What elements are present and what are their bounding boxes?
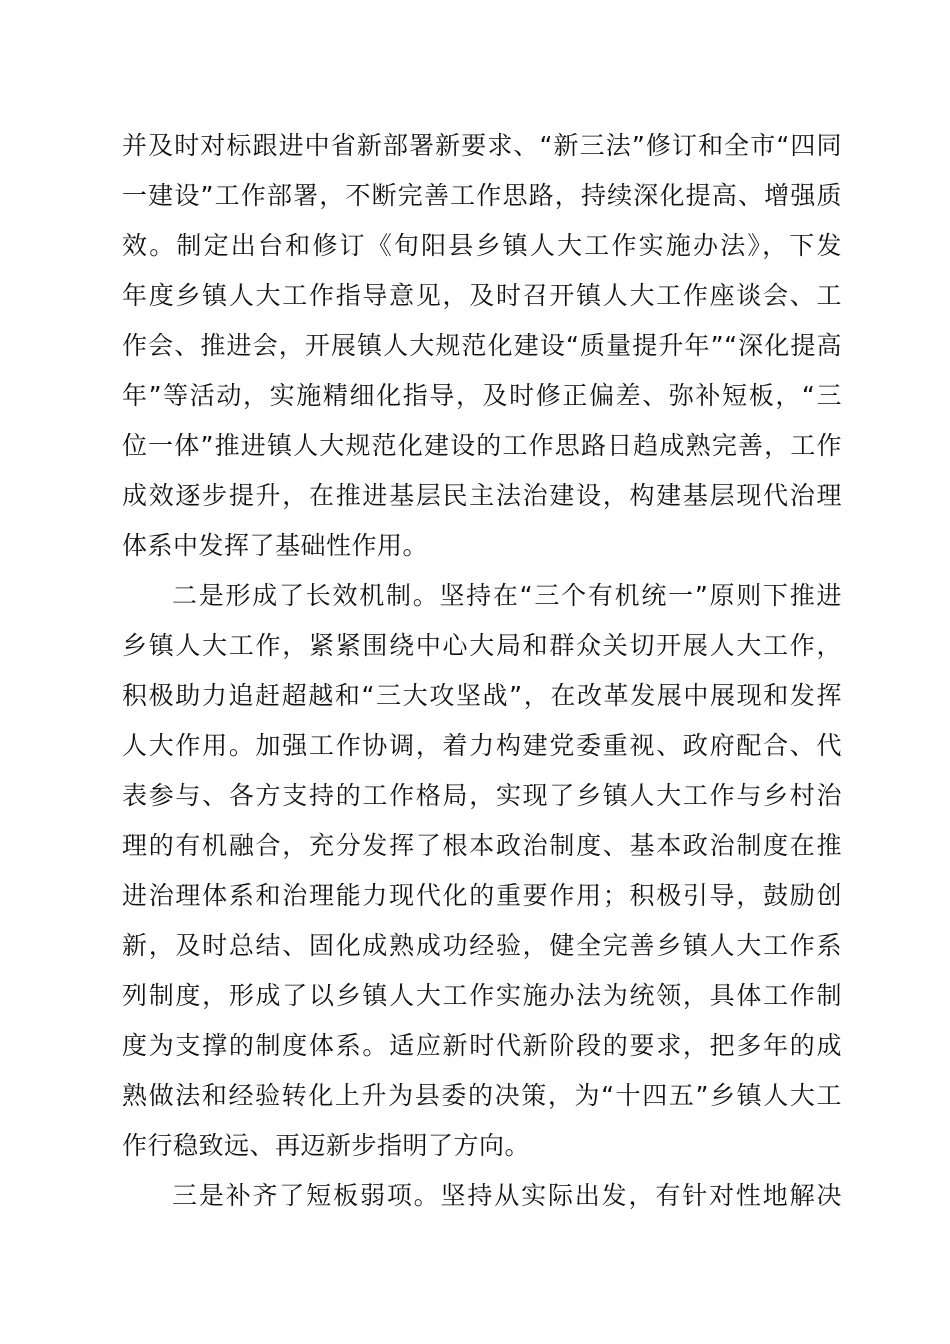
text-line: 表参与、各方支持的工作格局，实现了乡镇人大工作与乡村治	[122, 781, 842, 810]
document-body	[122, 121, 842, 1221]
text-line: 理的有机融合，充分发挥了根本政治制度、基本政治制度在推	[122, 831, 842, 860]
text-line: 列制度，形成了以乡镇人大工作实施办法为统领，具体工作制	[122, 981, 842, 1010]
text-line: 并及时对标跟进中省新部署新要求、“新三法”修订和全市“四同	[122, 131, 842, 160]
text-line: 效。制定出台和修订《旬阳县乡镇人大工作实施办法》，下发	[122, 231, 842, 260]
paragraph-shortcomings	[122, 1171, 842, 1221]
text-line: 积极助力追赶超越和“三大攻坚战”，在改革发展中展现和发挥	[122, 681, 842, 710]
text-line: 二是形成了长效机制。坚持在“三个有机统一”原则下推进	[172, 581, 842, 610]
text-line: 作会、推进会，开展镇人大规范化建设“质量提升年”“深化提高	[122, 331, 842, 360]
text-line: 进治理体系和治理能力现代化的重要作用；积极引导，鼓励创	[122, 881, 842, 910]
text-line: 熟做法和经验转化上升为县委的决策，为“十四五”乡镇人大工	[122, 1081, 842, 1110]
paragraph-continuation	[122, 121, 842, 571]
text-line: 一建设”工作部署，不断完善工作思路，持续深化提高、增强质	[122, 181, 842, 210]
text-line: 新，及时总结、固化成熟成功经验，健全完善乡镇人大工作系	[122, 931, 842, 960]
text-line: 成效逐步提升，在推进基层民主法治建设，构建基层现代治理	[122, 481, 842, 510]
text-line: 年度乡镇人大工作指导意见，及时召开镇人大工作座谈会、工	[122, 281, 842, 310]
paragraph-long-term-mechanism	[122, 571, 842, 1171]
text-line: 位一体”推进镇人大规范化建设的工作思路日趋成熟完善，工作	[122, 431, 842, 460]
text-line: 人大作用。加强工作协调，着力构建党委重视、政府配合、代	[122, 731, 842, 760]
text-line: 年”等活动，实施精细化指导，及时修正偏差、弥补短板，“三	[122, 381, 842, 410]
text-line: 度为支撑的制度体系。适应新时代新阶段的要求，把多年的成	[122, 1031, 842, 1060]
text-line: 体系中发挥了基础性作用。	[122, 531, 429, 560]
text-line: 三是补齐了短板弱项。坚持从实际出发，有针对性地解决	[172, 1181, 842, 1210]
text-line: 作行稳致远、再迈新步指明了方向。	[122, 1131, 531, 1160]
text-line: 乡镇人大工作，紧紧围绕中心大局和群众关切开展人大工作，	[122, 631, 842, 660]
